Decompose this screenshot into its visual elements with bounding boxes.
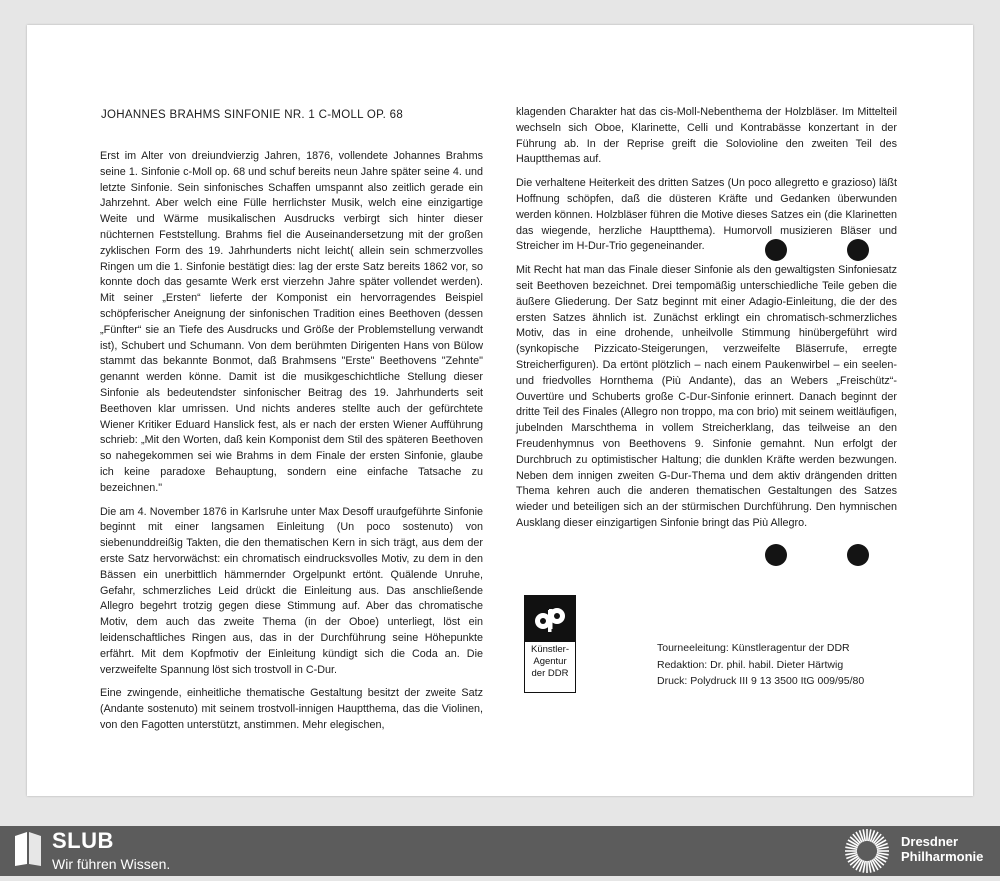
- document-title: JOHANNES BRAHMS SINFONIE NR. 1 C-MOLL OP. 68: [101, 109, 404, 121]
- paragraph: Eine zwingende, einheitliche thematische Gestaltung besitzt der zweite Satz (Andante sostenuto) mit seinem trostvoll-innigen Hauptthema, das die Violinen, von den Fagotten unterstützt, anstimmen. Mehr elegischen,: [100, 687, 483, 731]
- agency-logo-text: Künstler- Agentur der DDR: [530, 644, 569, 679]
- credit-line: Redaktion: Dr. phil. habil. Dieter Härtwig: [657, 658, 844, 671]
- sunburst-icon: [840, 826, 894, 881]
- paragraph: Die am 4. November 1876 in Karlsruhe unter Max Desoff uraufgeführte Sinfonie beginnt mit einer langsamen Einleitung (Un poco sostenuto) von siebenunddreißig Takten, die den thematischen Kern in sich trägt, aus dem der erste Satz hervorwächst: ein chromatisch eindrucksvolles Motiv, zu dem in den Bässen ein unerbittlich hämmernder Orgelpunkt ertönt. Quälende Unruhe, Gefahr, schmerzliches Leid drückt die Einleitung aus. Das anschließende Allegro begehrt trotzig gegen diese Stimmung auf. Aber das chromatische Motiv, dem auch das zweite Thema (in der Oboe) unterliegt, löst ein leidenschaftliches Ringen aus, das in der Durchführung seine Höhepunkte erfährt. Mit dem Kopfmotiv der Einleitung kündigt sich die Coda an. Die verzweifelte Spannung löst sich trostvoll in C-Dur.: [100, 505, 483, 676]
- paragraph: Die verhaltene Heiterkeit des dritten Satzes (Un poco allegretto e grazioso) läßt Hoffnung schöpfen, daß die düsteren Kräfte und Gedanken überwunden werden können. Holzbläser führen die Motive dieses Satzes ein (die Klarinetten das wiegende, herzliche Hauptthema). Humorvoll musizieren Bläser und Streicher im H-Dur-Trio gegeneinander.: [516, 177, 897, 253]
- credit-line: Tourneeleitung: Künstleragentur der DDR: [657, 642, 850, 654]
- paragraph: Erst im Alter von dreiundvierzig Jahren, 1876, vollendete Johannes Brahms seine 1. Sinfonie c-Moll op. 68 und schuf bereits neun Jahre später seine 4. und letzte Sinfonie. Sein sinfonisches Schaffen umspannt also zeitlich gerade ein Jahrzehnt. Aber welch eine Fülle herrlichster Musik, welch eine einzigartige Weite und Wärme musikalischen Ausdrucks verbirgt sich hinter dieser nüchternen Feststellung. Brahms fiel die Auseinandersetzung mit der großen zyklischen Form des 19. Jahrhunderts nicht leicht( allein sein schmerzvolles Ringen um die 1. Sinfonie bestätigt dies: lag der erste Satz bereits 1862 vor, so konnte doch das gesamte Werk erst vierzehn Jahre später vollendet werden). Mit seiner „Ersten“ lieferte der Komponist ein hervorragendes Beispiel schöpferischer Aneignung der sinfonischen Tradition eines Beethoven (dessen „Fünfter“ sie an Tiefe des Ausdrucks und Größe der Problemstellung verwandt ist), Schubert und Schumann. Von dem berühmten Dirigenten Hans von Bülow stammt das bekannte Bonmot, daß Brahmsens "Erste" Beethovens "Zehnte" genannt werden könne. Damit ist die musikgeschichtliche Stellung dieser Sinfonie als bedeutendster sinfonischer Beitrag des 19. Jahrhunderts seit Beethoven klar umrissen. Und nichts anderes stellte auch der gefürchtete Wiener Kritiker Eduard Hanslick fest, als er nach der ersten Wiener Aufführung schrieb: „Mit den Worten, daß kein Komponist dem Stil des späteren Beethoven so nahegekommen sei wie Brahms in dem Finale der ersten Sinfonie, glaube ich keine paradoxe Behauptung, sondern eine einfache Tatsache zu bezeichnen.": [100, 150, 483, 494]
- agency-logo: [524, 595, 576, 693]
- punch-hole: [847, 239, 869, 261]
- left-column: [100, 149, 483, 742]
- footer-bar: [0, 826, 1000, 876]
- credit-line: Druck: Polydruck III 9 13 3500 ItG 009/95/80: [657, 675, 865, 687]
- punch-hole: [765, 544, 787, 566]
- paragraph: Mit Recht hat man das Finale dieser Sinfonie als den gewaltigsten Sinfoniesatz seit Beethoven bezeichnet. Drei tempomäßig unterschiedliche Teile geben die äußere Gliederung. Der Satz beginnt mit einer Adagio-Einleitung, die der des ersten Satzes ähnlich ist. Zunächst erklingt ein chromatisch-schmerzliches Motiv, das in eine drohende, unheilvolle Stimmung hinübergeführt wird (synkopische Pizzicato-Steigerungen, verzweifelte Bläserrufe, erregte Streicherfiguren). Da ertönt plötzlich – nach einem Paukenwirbel – ein seelen- und friedvolles Hornthema (Più Andante), das an Webers „Freischütz“-Ouvertüre und Schuberts große C-Dur-Sinfonie erinnert. Danach beginnt der dritte Teil des Finales (Allegro non troppo, ma con brio) mit seinem weitläufigen, jubelnden Marschthema in vollem Streicherklang, das teilweise an den Freudenhymnus von Beethovens 9. Sinfonie gemahnt. Nun erfolgt der Durchbruch zu optimistischer Haltung; die dunklen Kräfte werden bezwungen. Neben dem innigen zweiten G-Dur-Thema und dem aktiv drängenden dritten Thema kehren auch die anderen thematischen Gestaltungen des Satzes wieder und beteiligen sich an der stürmischen Durchführung. Den hymnischen Ausklang dieser einzigartigen Sinfonie bringt das Più Allegro.: [516, 264, 897, 529]
- slub-tagline: Wir führen Wissen.: [52, 856, 171, 872]
- credits: [657, 640, 864, 690]
- agency-logo-mark: [525, 596, 575, 642]
- document-sheet: [27, 25, 973, 796]
- slub-name[interactable]: SLUB: [52, 828, 114, 853]
- book-icon: [13, 832, 43, 871]
- punch-hole: [765, 239, 787, 261]
- punch-hole: [847, 544, 869, 566]
- right-column: [516, 105, 897, 540]
- partner-name[interactable]: Dresdner Philharmonie: [901, 834, 984, 864]
- agency-logo-icon: [525, 596, 575, 642]
- paragraph: klagenden Charakter hat das cis-Moll-Nebenthema der Holzbläser. Im Mittelteil wechseln sich Oboe, Klarinette, Celli und Kontrabässe konzertant in der Führung ab. In der Reprise greift die Solovioline den zweiten Teil des Hauptthemas auf.: [516, 106, 897, 166]
